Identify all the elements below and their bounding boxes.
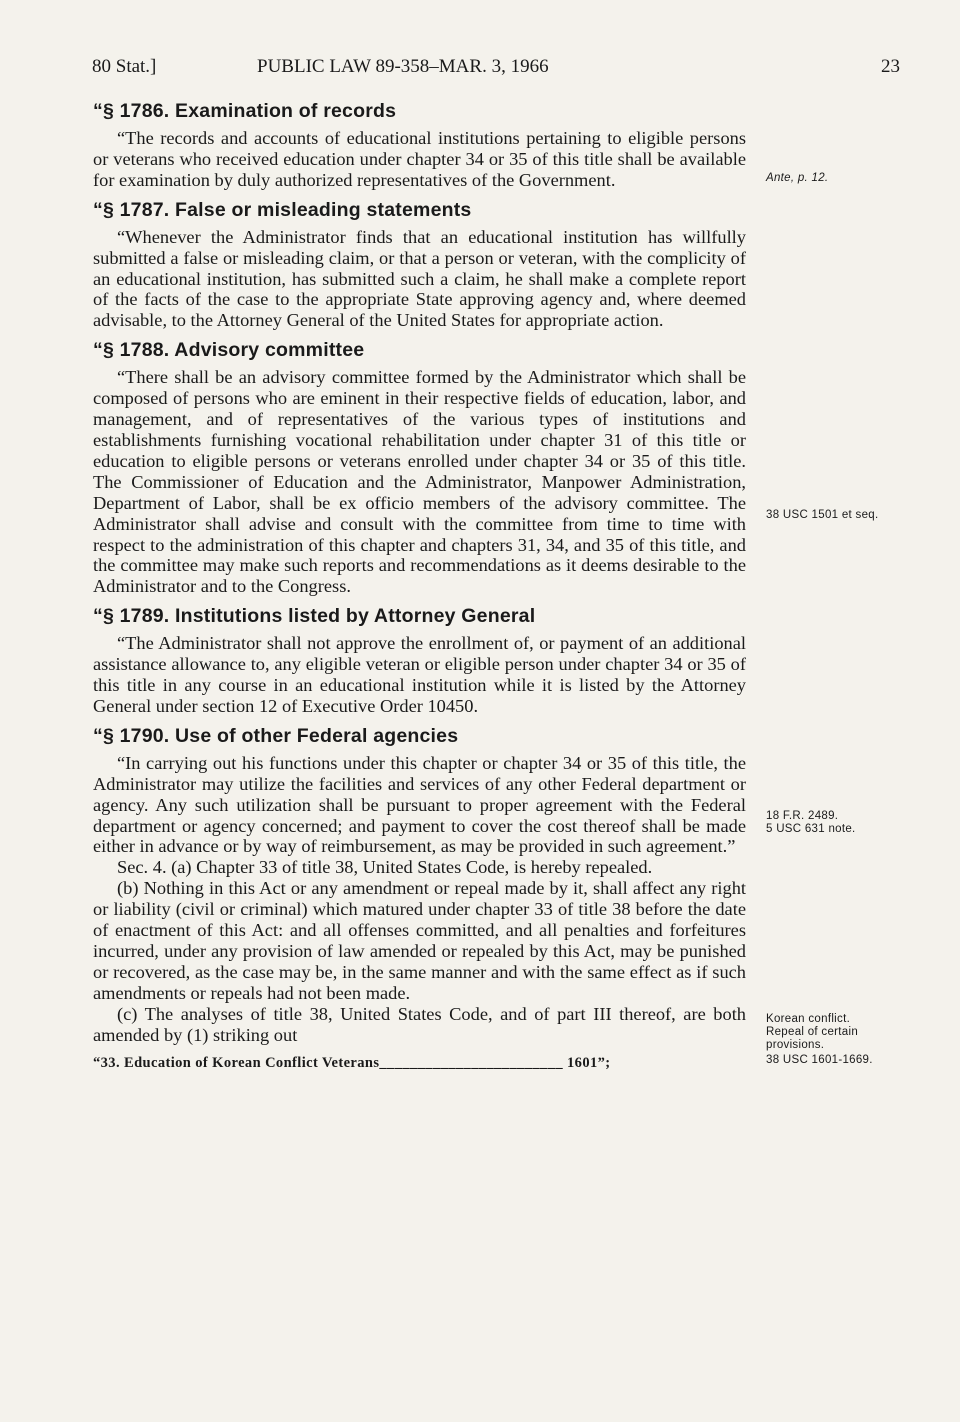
section-heading-1790: “§ 1790. Use of other Federal agencies: [93, 724, 459, 747]
law-title: PUBLIC LAW 89-358–MAR. 3, 1966: [257, 56, 549, 77]
margin-note-38usc1501: 38 USC 1501 et seq.: [766, 509, 879, 521]
sec4-c-text: (c) The analyses of title 38, United States Code, and of part III thereof, are both amended by (1) striking out: [93, 1003, 746, 1045]
section-heading-1789: “§ 1789. Institutions listed by Attorney General: [93, 605, 536, 628]
analysis-line: “33. Education of Korean Conflict Veterans________________________ 1601”;: [93, 1054, 611, 1071]
section-1787-text: “Whenever the Administrator finds that an educational institution has willfully submitted a false or misleading claim, or that a person or veteran, with the complicity of an educational institution, has submitted such a claim, he shall make a complete report of the facts of the case to the appropriate State approving agency and, where deemed advisable, to the Attorney General of the United States for appropriate action.: [93, 226, 746, 331]
section-1790-text: “In carrying out his functions under this chapter or chapter 34 or 35 of this title, the Administrator may utilize the facilities and services of any other Federal department or agency. Any such utilization shall be pursuant to proper agreement with the Federal department or agency concerned; and payment to cover the cost thereof shall be made either in advance or by way of reimbursement, as may be provided in such agreement.”: [93, 752, 746, 857]
section-1788-text: “There shall be an advisory committee formed by the Administrator which shall be composed of persons who are eminent in their respective fields of education, labor, and management, and of representatives of the various types of institutions and establishments furnishing vocational rehabilitation under chapter 31 of this title or education to eligible persons or veterans enrolled under chapter 34 or 35 of this title. The Commissioner of Education and the Administrator, Manpower Administration, Department of Labor, shall be ex officio members of the advisory committee. The Administrator shall advise and consult with the committee from time to time with respect to the administration of this chapter and chapters 31, 34, and 35 of this title, and the committee may make such reports and recommendations as it deems desirable to the Administrator and to the Congress.: [93, 367, 746, 597]
section-heading-1786: “§ 1786. Examination of records: [93, 100, 397, 122]
margin-note-korean-conflict: Korean conflict.: [766, 1013, 851, 1025]
section-heading-1788: “§ 1788. Advisory committee: [93, 339, 365, 362]
margin-note-repeal: Repeal of certain provisions.: [766, 1026, 859, 1051]
section-1786-text: “The records and accounts of educational institutions pertaining to eligible persons or veterans who received education under chapter 34 or 35 of this title shall be available for examination by duly authorized representatives of the Government.: [93, 128, 746, 190]
margin-note-fr: 18 F.R. 2489.: [766, 810, 839, 822]
margin-note-ante: Ante, p. 12.: [766, 172, 829, 184]
sec4-b-text: (b) Nothing in this Act or any amendment or repeal made by it, shall affect any right or liability (civil or criminal) which matured under chapter 33 of title 38 before the date of enactment of this Act: and all offenses committed, and all penalties and forfeitures incurred, under any provision of law amended or repealed by this Act, may be punished or recovered, as the case may be, in the same manner and with the same effect as if such amendments or repeals had not been made.: [93, 878, 746, 1003]
statute-reference: 80 Stat.]: [92, 56, 157, 77]
main-text: [93, 100, 746, 1072]
section-1789-text: “The Administrator shall not approve the enrollment of, or payment of an additional assistance allowance to, any eligible veteran or eligible person under chapter 34 or 35 of this title in any course in an educational institution while it is listed by the Attorney General under section 12 of Executive Order 10450.: [93, 633, 746, 716]
section-heading-1787: “§ 1787. False or misleading statements: [93, 198, 472, 221]
page-number: 23: [881, 56, 900, 77]
sec4-a-text: Sec. 4. (a) Chapter 33 of title 38, United States Code, is hereby repealed.: [117, 857, 653, 878]
margin-note-5usc631: 5 USC 631 note.: [766, 823, 856, 835]
page-header: [92, 56, 900, 80]
margin-note-38usc1601: 38 USC 1601-1669.: [766, 1054, 873, 1066]
